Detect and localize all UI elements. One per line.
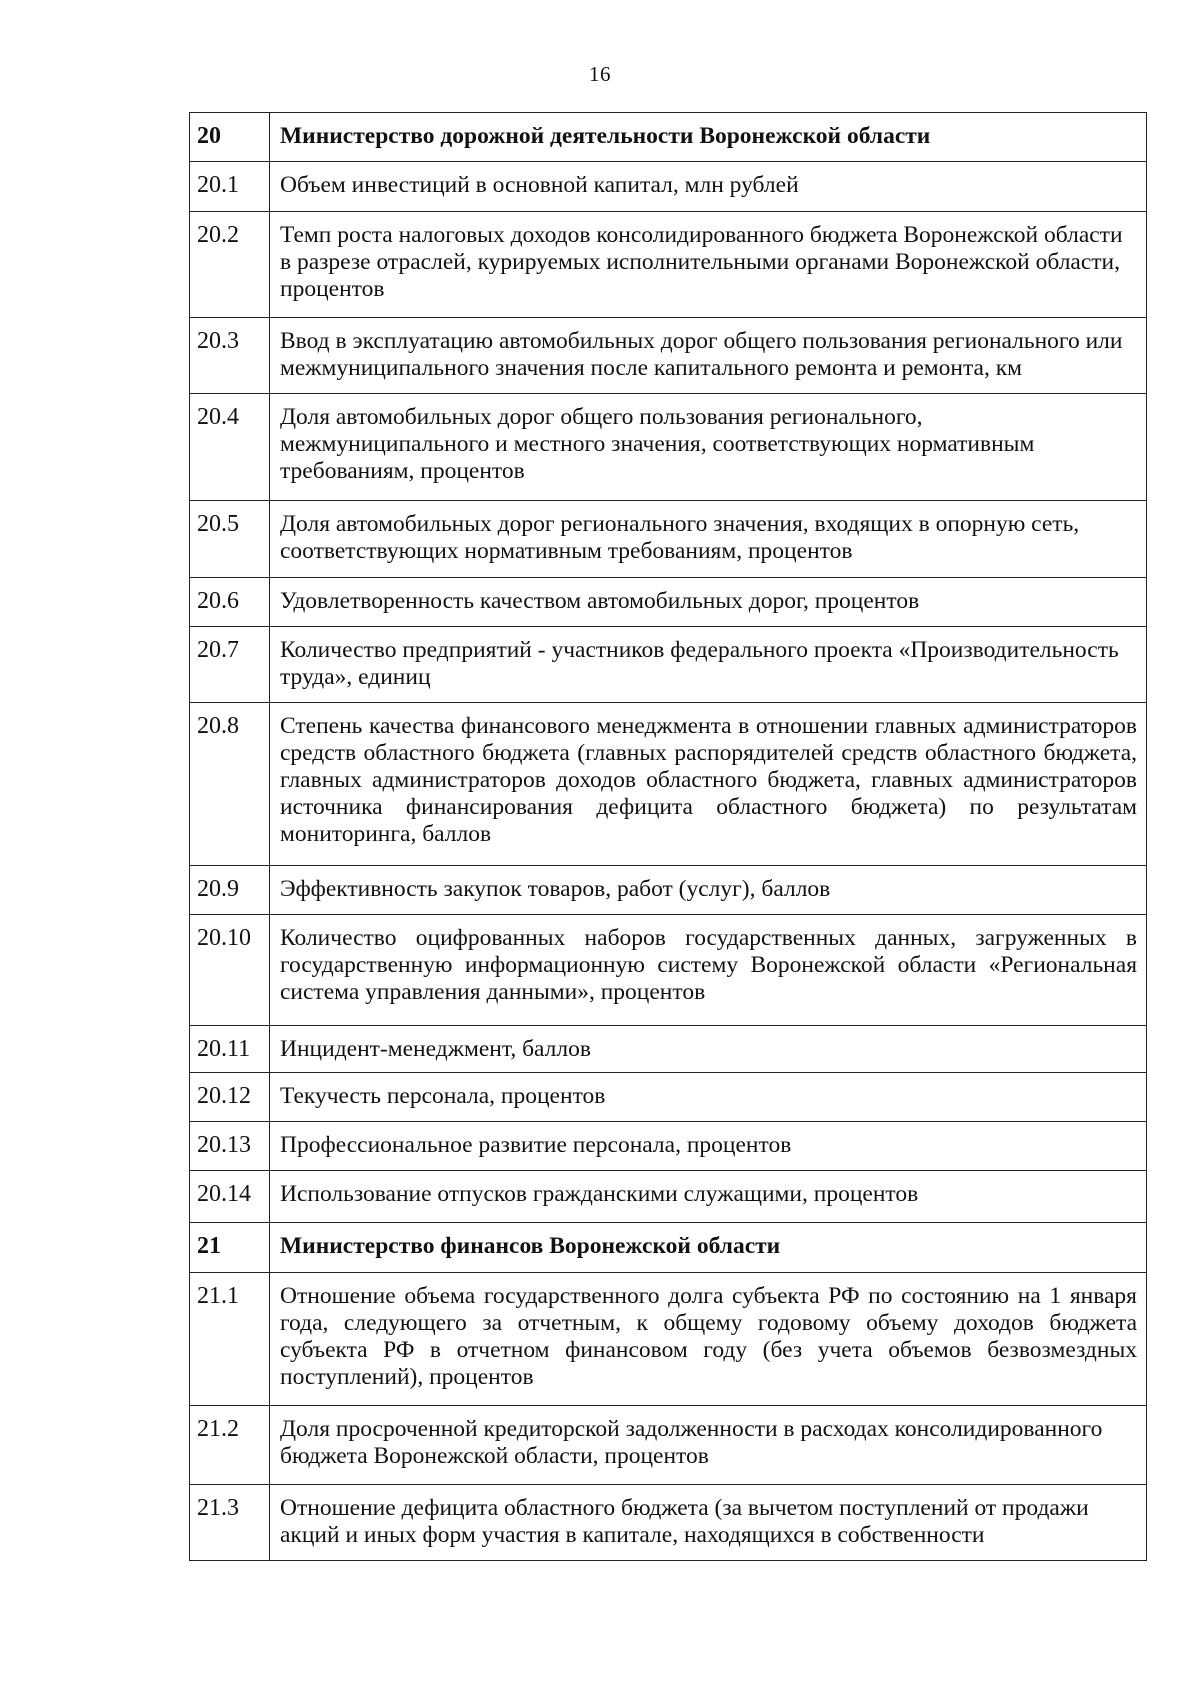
row-number: 21	[190, 1223, 270, 1273]
row-number: 20.8	[190, 703, 270, 866]
row-number: 21.3	[190, 1485, 270, 1561]
table-row	[190, 1073, 1147, 1122]
indicator-text: Доля просроченной кредиторской задолженности в расходах консолидированного бюджета Воронежской области, процентов	[270, 1406, 1147, 1485]
indicator-text: Степень качества финансового менеджмента в отношении главных администраторов средств областного бюджета (главных распорядителей средств областного бюджета, главных администраторов доходов областного бюджета, главных администраторов источника финансирования дефицита областного бюджета) по результатам мониторинга, баллов	[270, 703, 1147, 866]
indicator-text: Объем инвестиций в основной капитал, млн рублей	[270, 162, 1147, 212]
indicator-text: Эффективность закупок товаров, работ (услуг), баллов	[270, 866, 1147, 915]
table-row	[190, 915, 1147, 1026]
indicators-table	[189, 112, 1147, 1561]
row-number: 20.6	[190, 578, 270, 627]
row-number: 20.5	[190, 501, 270, 578]
row-number: 20.3	[190, 318, 270, 394]
table-row	[190, 1273, 1147, 1406]
row-number: 20.14	[190, 1171, 270, 1223]
row-number: 20	[190, 113, 270, 162]
indicator-text: Отношение объема государственного долга субъекта РФ по состоянию на 1 января года, следующего за отчетным, к общему годовому объему доходов бюджета субъекта РФ в отчетном финансовом году (без учета объемов безвозмездных поступлений), процентов	[270, 1273, 1147, 1406]
row-number: 20.4	[190, 394, 270, 501]
table-row	[190, 501, 1147, 578]
row-number: 20.10	[190, 915, 270, 1026]
ministry-heading: Министерство дорожной деятельности Воронежской области	[270, 113, 1147, 162]
table-row	[190, 212, 1147, 318]
indicator-text: Количество оцифрованных наборов государственных данных, загруженных в государственную информационную систему Воронежской области «Региональная система управления данными», процентов	[270, 915, 1147, 1026]
indicator-text: Доля автомобильных дорог регионального значения, входящих в опорную сеть, соответствующих нормативным требованиям, процентов	[270, 501, 1147, 578]
row-number: 20.7	[190, 627, 270, 703]
table-row	[190, 1122, 1147, 1171]
table-row	[190, 162, 1147, 212]
table-row	[190, 578, 1147, 627]
row-number: 20.9	[190, 866, 270, 915]
row-number: 20.2	[190, 212, 270, 318]
table-row	[190, 394, 1147, 501]
ministry-heading: Министерство финансов Воронежской области	[270, 1223, 1147, 1273]
indicator-text: Доля автомобильных дорог общего пользования регионального, межмуниципального и местного значения, соответствующих нормативным требованиям, процентов	[270, 394, 1147, 501]
row-number: 21.1	[190, 1273, 270, 1406]
table-row	[190, 703, 1147, 866]
row-number: 20.12	[190, 1073, 270, 1122]
table-row	[190, 627, 1147, 703]
indicator-text: Текучесть персонала, процентов	[270, 1073, 1147, 1122]
table-row	[190, 318, 1147, 394]
row-number: 20.1	[190, 162, 270, 212]
table-row	[190, 866, 1147, 915]
indicator-text: Инцидент-менеджмент, баллов	[270, 1026, 1147, 1073]
table-row-section	[190, 113, 1147, 162]
indicator-text: Количество предприятий - участников федерального проекта «Производительность труда», единиц	[270, 627, 1147, 703]
table-row	[190, 1406, 1147, 1485]
indicator-text: Удовлетворенность качеством автомобильных дорог, процентов	[270, 578, 1147, 627]
indicator-text: Отношение дефицита областного бюджета (за вычетом поступлений от продажи акций и иных форм участия в капитале, находящихся в собственности	[270, 1485, 1147, 1561]
page-number: 16	[589, 62, 611, 86]
table-row-section	[190, 1223, 1147, 1273]
indicator-text: Темп роста налоговых доходов консолидированного бюджета Воронежской области в разрезе отраслей, курируемых исполнительными органами Воронежской области, процентов	[270, 212, 1147, 318]
row-number: 21.2	[190, 1406, 270, 1485]
indicator-text: Профессиональное развитие персонала, процентов	[270, 1122, 1147, 1171]
table-row	[190, 1026, 1147, 1073]
row-number: 20.11	[190, 1026, 270, 1073]
indicator-text: Использование отпусков гражданскими служащими, процентов	[270, 1171, 1147, 1223]
table-row	[190, 1171, 1147, 1223]
table-row	[190, 1485, 1147, 1561]
row-number: 20.13	[190, 1122, 270, 1171]
indicator-text: Ввод в эксплуатацию автомобильных дорог общего пользования регионального или межмуниципального значения после капитального ремонта и ремонта, км	[270, 318, 1147, 394]
